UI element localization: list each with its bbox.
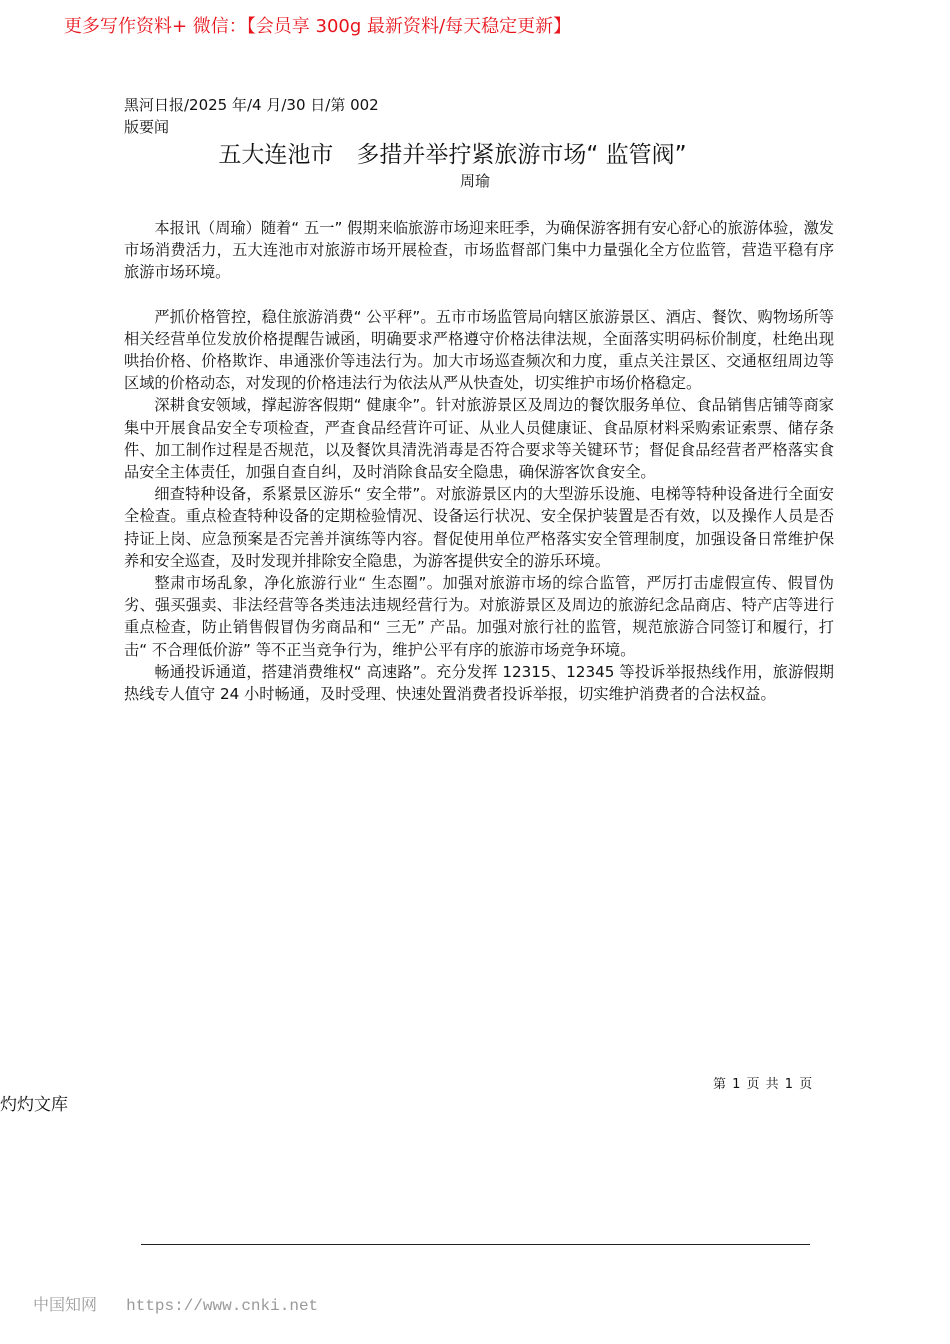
source-line: 黑河日报/2025 年/4 月/30 日/第 002 bbox=[124, 96, 379, 114]
article-author: 周瑜 bbox=[459, 172, 490, 190]
page-number: 第 1 页 共 1 页 bbox=[713, 1077, 814, 1092]
paragraph-food-safety: 深耕食安领域，撑起游客假期“ 健康伞”。针对旅游景区及周边的餐饮服务单位、食品销售店铺等商家集中开展食品安全专项检查，严查食品经营许可证、从业人员健康证、食品原材料采购索证索票、储存条件、加工制作过程是否规范，以及餐饮具清洗消毒是否符合要求等关键环节；督促食品经营者严格落实食品安全主体责任，加强自查自纠，及时消除食品安全隐患，确保游客饮食安全。 bbox=[124, 396, 834, 482]
cnki-footer bbox=[33, 1293, 318, 1318]
article-title: 五大连池市 多措并举拧紧旅游市场“ 监管阀” bbox=[218, 142, 687, 168]
paragraph-special-equipment: 细查特种设备，系紧景区游乐“ 安全带”。对旅游景区内的大型游乐设施、电梯等特种设备进行全面安全检查。重点检查特种设备的定期检验情况、设备运行状况、安全保护装置是否有效，以及操作人员是否持证上岗、应急预案是否完善并演练等内容。督促使用单位严格落实安全管理制度，加强设备日常维护保养和安全巡查，及时发现并排除安全隐患，为游客提供安全的游乐环境。 bbox=[124, 485, 834, 570]
footer-divider bbox=[141, 1244, 810, 1245]
paragraph-complaint-channel: 畅通投诉通道，搭建消费维权“ 高速路”。充分发挥 12315、12345 等投诉举报热线作用，旅游假期热线专人值守 24 小时畅通，及时受理、快速处置消费者投诉举报，切实维护消费者的合法权益。 bbox=[124, 662, 834, 704]
promo-banner: 更多写作资料+ 微信：【会员享 300g 最新资料/每天稳定更新】 bbox=[64, 16, 572, 37]
cnki-name: 中国知网 bbox=[33, 1295, 98, 1314]
paragraph-price-control: 严抓价格管控，稳住旅游消费“ 公平秤”。五市市场监管局向辖区旅游景区、酒店、餐饮、购物场所等相关经营单位发放价格提醒告诫函，明确要求严格遵守价格法律法规，全面落实明码标价制度，杜绝出现哄抬价格、价格欺诈、串通涨价等违法行为。加大市场巡查频次和力度，重点关注景区、交通枢纽周边等区域的价格动态，对发现的价格违法行为依法从严从快查处，切实维护市场价格稳定。 bbox=[124, 307, 834, 393]
library-watermark: 灼灼文库 bbox=[0, 1095, 68, 1115]
cnki-url-link[interactable]: https://www.cnki.net bbox=[126, 1297, 319, 1315]
paragraph-intro: 本报讯（周瑜）随着“ 五一” 假期来临旅游市场迎来旺季，为确保游客拥有安心舒心的旅游体验，激发市场消费活力，五大连池市对旅游市场开展检查，市场监督部门集中力量强化全方位监管，营造平稳有序旅游市场环境。 bbox=[124, 219, 834, 282]
paragraph-market-order: 整肃市场乱象，净化旅游行业“ 生态圈”。加强对旅游市场的综合监管，严厉打击虚假宣传、假冒伪劣、强买强卖、非法经营等各类违法违规经营行为。对旅游景区及周边的旅游纪念品商店、特产店等进行重点检查，防止销售假冒伪劣商品和“ 三无” 产品。加强对旅行社的监管，规范旅游合同签订和履行，打击“ 不合理低价游” 等不正当竞争行为，维护公平有序的旅游市场竞争环境。 bbox=[124, 574, 834, 659]
article-body bbox=[124, 217, 834, 705]
section-line: 版要闻 bbox=[124, 118, 170, 136]
